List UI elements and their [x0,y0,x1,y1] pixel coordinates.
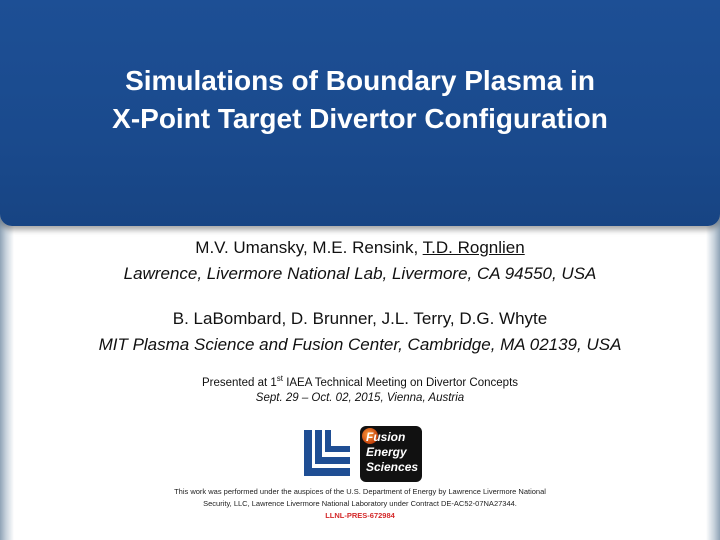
fes-line-1: Fusion [366,430,406,444]
llnl-logo-icon [300,426,354,482]
title-line-1: Simulations of Boundary Plasma in [125,65,595,96]
fusion-energy-sciences-logo [360,426,422,482]
authors-llnl-plain: M.V. Umansky, M.E. Rensink, [195,238,423,257]
meeting-dates: Sept. 29 – Oct. 02, 2015, Vienna, Austria [255,392,465,404]
title-line-2: X-Point Target Divertor Configuration [112,103,608,134]
affiliation-mit: MIT Plasma Science and Fusion Center, Cambridge, MA 02139, USA [98,335,622,354]
presenting-author: T.D. Rognlien [422,238,525,257]
slide-title [0,62,720,138]
logos [296,426,436,482]
footer-line-2: Security, LLC, Lawrence Livermore National Laboratory under Contract DE-AC52-07NA27344. [203,499,517,508]
presented-sup: st [276,374,283,383]
footer-line-1: This work was performed under the auspices of the U.S. Department of Energy by Lawrence Livermore National [174,487,546,496]
authors-llnl [0,238,720,258]
fes-line-3: Sciences [366,460,419,474]
presentation-id: LLNL-PRES-672984 [325,511,395,520]
presented-suffix: IAEA Technical Meeting on Divertor Concepts [283,376,519,389]
fes-line-2: Energy [366,445,407,459]
presented-prefix: Presented at 1 [201,376,277,389]
authors-mit: B. LaBombard, D. Brunner, J.L. Terry, D.G. Whyte [172,309,548,328]
presented-at [0,374,720,389]
affiliation-llnl: Lawrence, Livermore National Lab, Livermore, CA 94550, USA [123,264,597,283]
footer [0,486,720,522]
